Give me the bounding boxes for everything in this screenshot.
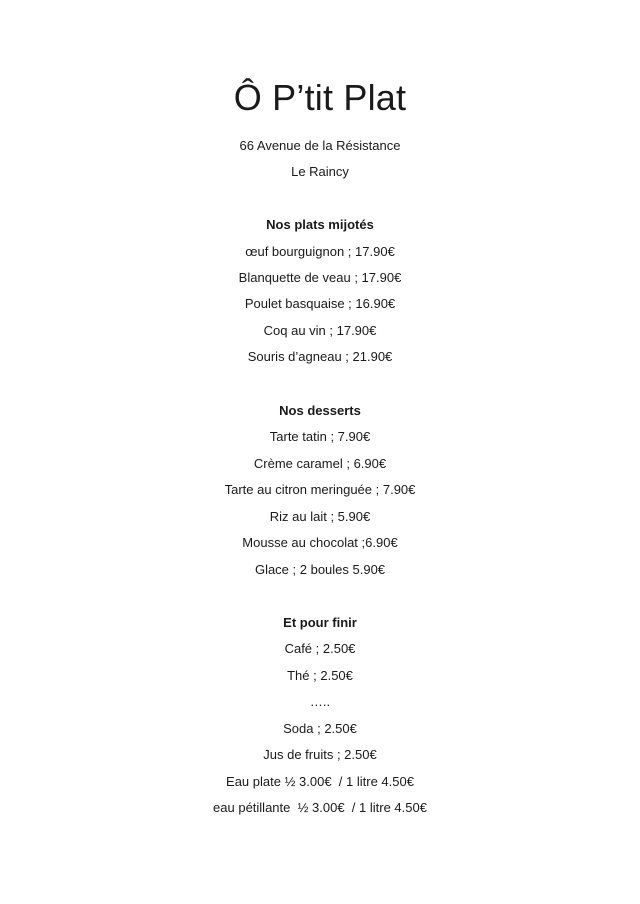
menu-item: œuf bourguignon ; 17.90€ xyxy=(245,244,395,259)
section-heading-boissons: Et pour finir xyxy=(283,615,357,630)
menu-item: Souris d’agneau ; 21.90€ xyxy=(247,349,393,364)
section-heading-plats: Nos plats mijotés xyxy=(266,217,374,232)
menu-item: Tarte tatin ; 7.90€ xyxy=(269,429,371,444)
restaurant-address: 66 Avenue de la Résistance xyxy=(239,138,401,153)
menu-item: Soda ; 2.50€ xyxy=(283,721,357,736)
menu-item: Blanquette de veau ; 17.90€ xyxy=(238,270,402,285)
menu-item: Riz au lait ; 5.90€ xyxy=(269,509,371,524)
menu-item: Tarte au citron meringuée ; 7.90€ xyxy=(224,482,416,497)
menu-item: Café ; 2.50€ xyxy=(284,641,356,656)
menu-item: Poulet basquaise ; 16.90€ xyxy=(244,296,396,311)
menu-item: eau pétillante ½ 3.00€ / 1 litre 4.50€ xyxy=(213,800,427,815)
menu-item: Thé ; 2.50€ xyxy=(287,668,353,683)
menu-item: Jus de fruits ; 2.50€ xyxy=(263,747,377,762)
menu-item: Crème caramel ; 6.90€ xyxy=(253,456,387,471)
menu-item: ….. xyxy=(309,694,331,709)
menu-item: Glace ; 2 boules 5.90€ xyxy=(254,562,386,577)
menu-item: Mousse au chocolat ;6.90€ xyxy=(242,535,398,550)
section-heading-desserts: Nos desserts xyxy=(279,403,361,418)
menu-item: Eau plate ½ 3.00€ / 1 litre 4.50€ xyxy=(226,774,414,789)
menu-item: Coq au vin ; 17.90€ xyxy=(263,323,377,338)
restaurant-name: Ô P’tit Plat xyxy=(233,77,407,118)
restaurant-city: Le Raincy xyxy=(291,164,349,179)
